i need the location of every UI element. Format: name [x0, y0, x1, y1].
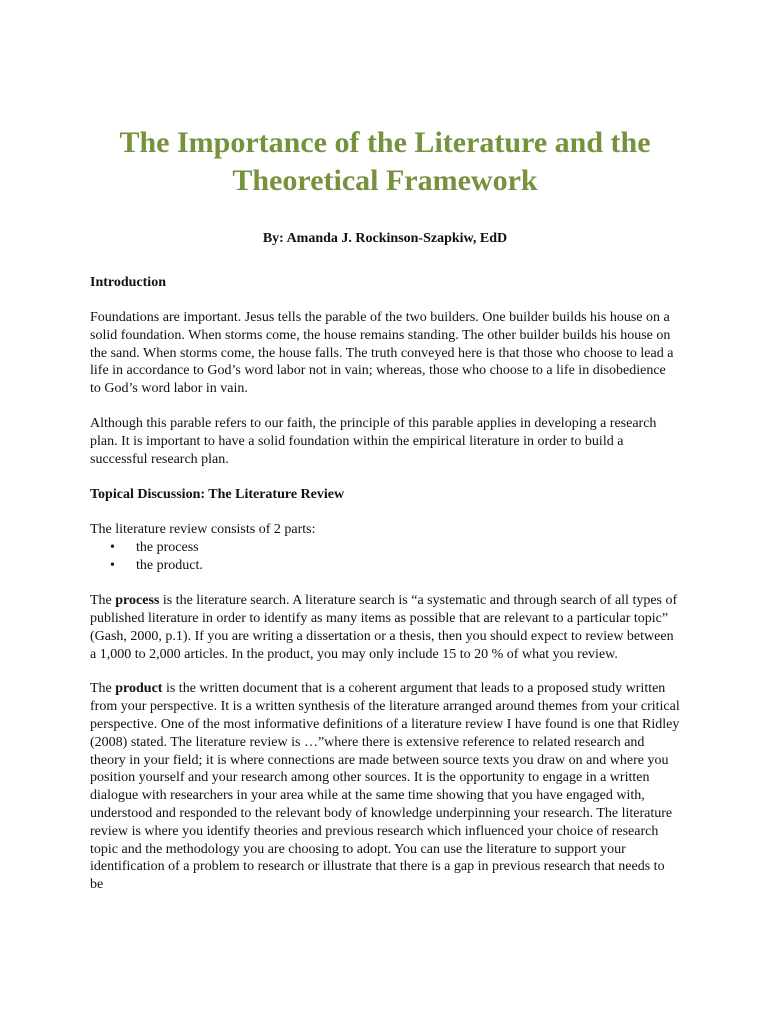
introduction-heading: Introduction	[90, 275, 166, 290]
bullet-icon: •	[110, 540, 115, 556]
product-lead-text: The	[90, 681, 116, 697]
process-term: process	[115, 593, 160, 609]
product-body-text: is the written document that is a coherent argument that leads to a proposed study written from your perspective. It is a written synthesis of the literature arranged around themes from your critical perspective. One of the most informative definitions of a literature review I have found is one that Ridley (2008) stated. The literature review is …”where there is extensive reference to related research and theory in your field; it is where connections are made between source texts you draw on and where you position yourself and your research among other sources. It is the opportunity to engage in a written dialogue with researchers in your area while at the same time showing that you have engaged with, understood and responded to the relevant body of knowledge underpinning your research. The literature review is where you identify theories and previous research which influenced your choice of research topic and the methodology you are choosing to adopt. You can use the literature to support your identification of a problem to research or illustrate that there is a gap in previous research that needs to be	[90, 681, 680, 893]
parts-list	[90, 539, 680, 575]
author-byline: By: Amanda J. Rockinson-Szapkiw, EdD	[262, 231, 508, 246]
list-item	[90, 557, 680, 575]
bullet-icon: •	[110, 558, 115, 574]
product-paragraph	[90, 680, 680, 894]
list-item	[90, 539, 680, 557]
parts-intro-text: The literature review consists of 2 parts:	[90, 522, 316, 538]
list-item-text: the process	[136, 540, 199, 556]
document-title: The Importance of the Literature and the Theoretical Framework	[119, 126, 651, 197]
process-body-text: is the literature search. A literature search is “a systematic and through search of all types of published literature in order to identify as many items as possible that are relevant to a particular topic” (Gash, 2000, p.1). If you are writing a dissertation or a thesis, then you should expect to review between a 1,000 to 2,000 articles. In the product, you may only include 15 to 20 % of what you review.	[90, 593, 678, 662]
introduction-paragraph-1: Foundations are important. Jesus tells the parable of the two builders. One builder builds his house on a solid foundation. When storms come, the house remains standing. The other builder builds his house on the sand. When storms come, the house falls. The truth conveyed here is that those who choose to lead a life in accordance to God’s word labor not in vain; whereas, those who choose to a life in disobedience to God’s word labor in vain.	[90, 310, 674, 397]
introduction-paragraph-2: Although this parable refers to our faith, the principle of this parable applies in developing a research plan. It is important to have a solid foundation within the empirical literature in order to build a successful research plan.	[90, 415, 657, 467]
document-page	[90, 124, 680, 894]
topical-discussion-heading: Topical Discussion: The Literature Review	[90, 487, 345, 503]
list-item-text: the product.	[136, 558, 203, 574]
process-paragraph	[90, 592, 680, 663]
product-term: product	[115, 681, 163, 697]
process-lead-text: The	[90, 593, 116, 609]
